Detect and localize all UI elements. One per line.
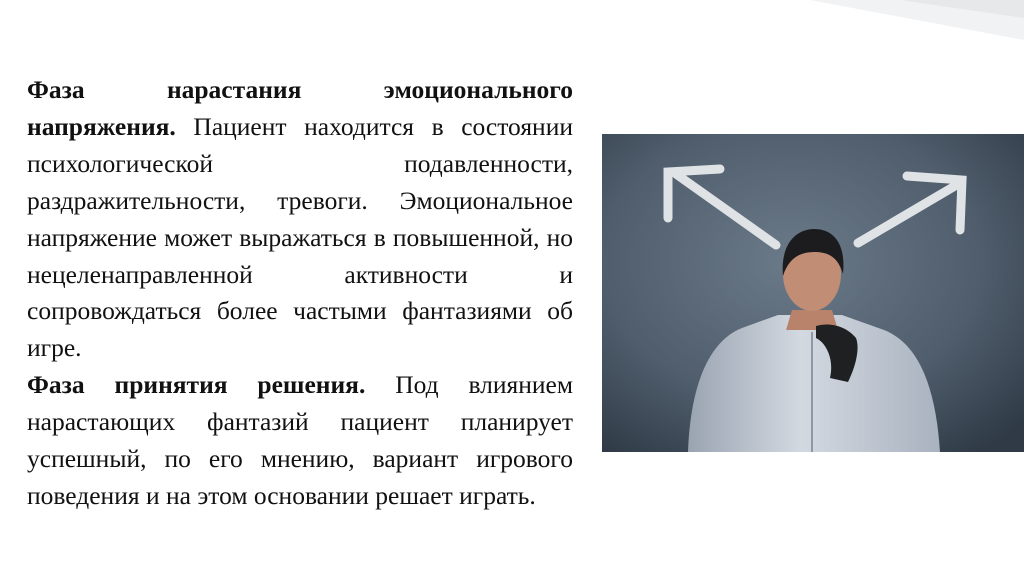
- phase-paragraph-1: [27, 72, 573, 367]
- slide-text: [27, 72, 573, 515]
- crossroads-photo: [602, 134, 1024, 452]
- corner-decoration: [0, 0, 1024, 70]
- phase-heading-2: Фаза принятия решения.: [27, 370, 366, 400]
- phase-paragraph-2: [27, 367, 573, 515]
- phase-heading-1: Фаза нарастания эмоционального напряжения.: [27, 75, 573, 141]
- phase-body-1: Пациент находится в состоянии психологической подавленности, раздражительности, тревоги. Эмоциональное напряжение может выражаться в повышенной, но нецеленаправленной активности и сопровождаться более частыми фантазиями об игре.: [27, 111, 573, 363]
- phase-body-2: Под влиянием нарастающих фантазий пациент планирует успешный, по его мнению, вариант игрового поведения и на этом основании решает играть.: [27, 370, 573, 510]
